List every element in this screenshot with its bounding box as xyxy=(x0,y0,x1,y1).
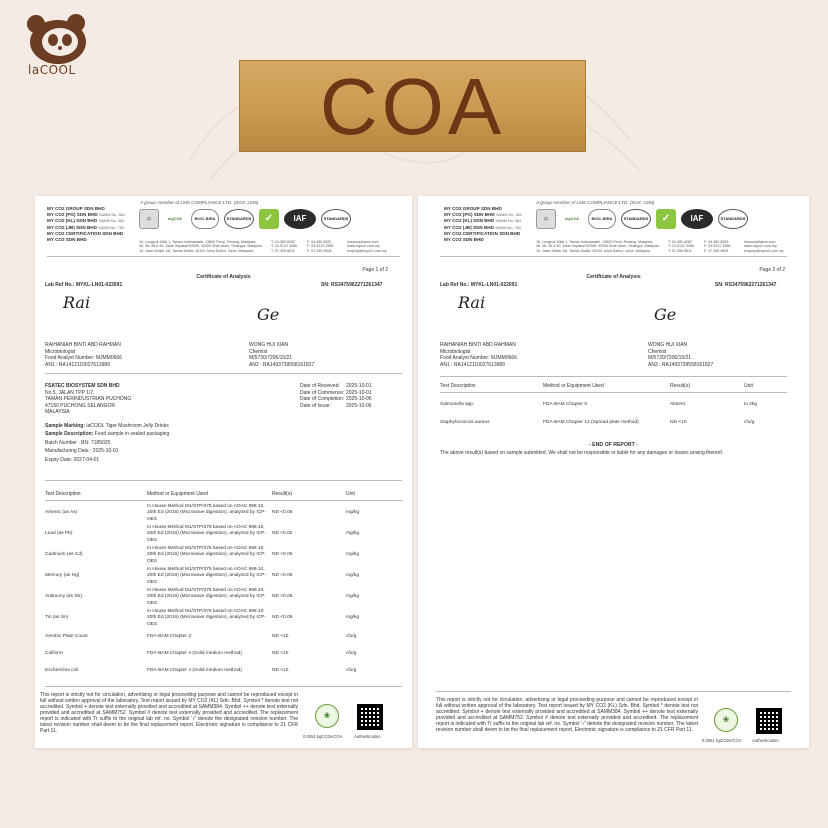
signature-2: Ge xyxy=(654,305,677,324)
company-line: MY CO2 CERTIFICATION SDN BHD xyxy=(47,231,124,237)
accreditation-logos xyxy=(139,209,351,229)
iaf-logo-icon: IAF xyxy=(681,209,713,229)
faxes: F: 04-380 8283 F: 03-5122 3388 F: 07-355 9808 xyxy=(307,240,334,253)
table-row xyxy=(45,608,397,629)
client-block: FSATEC BIOSYSTEM SDN BHD No.5, JALAN TPP 1/7, TAMAN PERINDUSTRIAN PUCHONG 47150 PUCHONG SELANGOR MALAYSIA xyxy=(45,383,132,416)
check-logo-icon: ✓ xyxy=(656,209,676,229)
table-row xyxy=(45,503,397,524)
table-row xyxy=(45,646,397,663)
phones: T: 04-380 8282 T: 03-5122 3366 T: 07-355 8611 xyxy=(668,240,694,253)
cell-test: Mercury (as Hg) xyxy=(45,573,80,579)
table-row xyxy=(440,414,790,432)
serial-number: SN: RS3475962271261347 xyxy=(715,282,777,288)
check-logo-icon: ✓ xyxy=(259,209,279,229)
qr-code-icon xyxy=(756,708,782,734)
coa-banner xyxy=(239,60,586,152)
cell-method: FDA-BAM Chapter 5 xyxy=(543,401,587,407)
cell-unit: cfu/g xyxy=(346,668,357,674)
certificate-title: Certificate of Analysis xyxy=(586,274,641,280)
dates-block xyxy=(300,383,372,409)
cell-test: Antimony (as Sb) xyxy=(45,594,82,600)
authentication-label: Authentication xyxy=(354,734,381,739)
cell-method: In House Method M1/STP/375 based on AOAC 999.10, 20th Ed (2016) (Microwave digestion), analyzed by ICP-OES xyxy=(147,524,266,543)
cell-method: In House Method M1/STP/375 based on AOAC 999.10, 20th Ed (2016) (Microwave digestion), analyzed by ICP-OES xyxy=(147,566,266,585)
page-number: Page 2 of 2 xyxy=(759,267,785,273)
company-line: MY CO2 (PG) SDN BHD SAMM No. 384 xyxy=(444,211,522,217)
company-line: MY CO2 (JB) SDN BHD SAMM No. 752 xyxy=(47,224,124,230)
cell-result: ND <0.05 xyxy=(272,615,293,621)
cell-unit: mg/kg xyxy=(346,552,360,558)
company-line: MY CO2 (KL) SDN BHD SAMM No. 384 xyxy=(47,218,125,224)
cell-unit: mg/kg xyxy=(346,594,360,600)
authentication-label: Authentication xyxy=(752,738,779,743)
cell-unit: cfu/g xyxy=(744,419,755,425)
cell-unit: cfu/g xyxy=(346,634,357,640)
end-of-report: - END OF REPORT - xyxy=(589,442,638,448)
cell-method: In House Method M1/STP/375 based on AOAC 999.10, 20th Ed (2016) (Microwave digestion), analyzed by ICP-OES xyxy=(147,587,266,606)
cell-method: In House Method M1/STP/375 based on AOAC 999.10, 20th Ed (2016) (Microwave digestion), analyzed by ICP-OES xyxy=(147,545,266,564)
iaf-logo-icon: IAF xyxy=(284,209,316,229)
hex-logo-icon: ⬡ xyxy=(139,209,159,229)
signature-2: Ge xyxy=(257,305,280,324)
standards-logo-2-icon: STANDARDS xyxy=(321,209,351,229)
page-number: Page 1 of 2 xyxy=(362,267,388,273)
cell-method: FDA-BAM Chapter 4 (Solid medium method) xyxy=(147,651,242,657)
results-table xyxy=(440,396,790,432)
footer-disclaimer: This report is strictly not for circulation, advertising or legal proceeding purpose and cannot be reproduced except in full without written approval of the laboratory. Test report issued by MY CO2 (KL) Sdn. Bhd. Symbol * denote test not accredited. Symbol + denote test externally provided and accredited at SAMM384. Symbol ++ denote test externally provided and accredited at SAMM752. Symbol # denote test externally provided and accredited. The replacement report is indicated with Tr suffix to the original lab ref. no. Symbol '√' denote the designated revision number. The latest revision number shall deem to be the final replacement report. Electronic signature is compliance to 21 CFR Part 11. xyxy=(40,692,298,734)
table-row xyxy=(45,545,397,566)
phones: T: 04-380 8282 T: 03-5122 3366 T: 07-355 8611 xyxy=(271,240,297,253)
cell-result: ND <10 xyxy=(272,651,289,657)
group-line: A group member of LMS COMPLIANCE LTD. (SGX: LMS) xyxy=(536,200,655,205)
date-row: Date of Commence: 2025-10-01 xyxy=(300,389,372,396)
standards-logo-icon: STANDARDS xyxy=(224,209,254,229)
serial-number: SN: RS3475962271261347 xyxy=(321,282,383,288)
col-header-test: Test Description xyxy=(440,383,476,389)
table-row xyxy=(45,629,397,646)
coa-page-1 xyxy=(35,196,412,748)
date-row: Date of Received: 2025-10-01 xyxy=(300,383,372,389)
cell-result: ND <0.05 xyxy=(272,594,293,600)
signature-1: Rai xyxy=(458,293,486,312)
cell-test: Staphylococcus aureus xyxy=(440,419,490,425)
table-row xyxy=(440,396,790,414)
company-line: MY CO2 SDN BHD xyxy=(444,236,484,242)
company-list xyxy=(47,206,125,243)
eco-seal-icon: ❀ xyxy=(315,704,339,728)
addresses: 16, Lengkok Kikik 1, Taman Inderawasih, 13600 Perai, Penang, Malaysia. 46, 46, 48 & 50, Jalan Sepakat B25/B, 40300 Shah Alam, Selangor, Malaysia. 15, Jalan Molek 1/8, Taman Molek, 81100 Johor Bahru, Johor, Malaysia. xyxy=(536,240,660,253)
signer-1-block: RAIHANIAH BINTI ABD RAHMAN Microbiologist Food Analyst Number: MJMM0666 AN1 : RA1412110027613989 xyxy=(440,342,517,368)
emails: lmscompliance.com www.myco2.com.my enquiry@myco2.com.my xyxy=(347,240,387,253)
col-header-method: Method or Equipment Used xyxy=(147,491,208,497)
cell-test: Escherichia coli xyxy=(45,668,79,674)
biobira-logo-icon: BIOC-BIRA xyxy=(191,209,219,229)
company-line: MY CO2 (KL) SDN BHD SAMM No. 384 xyxy=(444,218,522,224)
table-row xyxy=(45,663,397,680)
cell-result: ND <10 xyxy=(272,668,289,674)
signature-1: Rai xyxy=(63,293,91,312)
cell-method: FDA-BAM Chapter 12 (Spread plate method) xyxy=(543,419,639,425)
company-line: MY CO2 CERTIFICATION SDN BHD xyxy=(444,231,521,237)
end-note: The above result(s) based on sample submitted. We shall not be responsible or liable for any damages or losses arising thereof. xyxy=(440,450,724,456)
cell-test: Aerobic Plate Count xyxy=(45,634,88,640)
cell-result: Absent xyxy=(670,401,685,407)
cell-test: Tin (as Sn) xyxy=(45,615,69,621)
col-header-method: Method or Equipment Used xyxy=(543,383,604,389)
cell-result: ND <0.05 xyxy=(272,573,293,579)
lab-ref: Lab Ref No.: MYKL-LN01-022691 xyxy=(440,282,518,288)
cell-unit: mg/kg xyxy=(346,531,360,537)
date-row: Date of Completion: 2025-10-06 xyxy=(300,396,372,403)
faxes: F: 04-380 8283 F: 03-5122 3388 F: 07-355 9808 xyxy=(704,240,731,253)
sample-block: Sample Marking: laCOOL Tiger Mushroom Jelly Drinks Sample Description: Food sample in sealed packaging Batch Number : BN: 7185025 Manufacturing Date : 2025-10-01 Expiry Date: 2027-04-01 xyxy=(45,423,170,463)
cell-result: ND <10 xyxy=(272,634,289,640)
col-header-test: Test Description xyxy=(45,491,81,497)
table-row xyxy=(45,587,397,608)
cell-test: Salmonella spp. xyxy=(440,401,475,407)
cell-method: FDA-BAM Chapter 4 (Solid medium method) xyxy=(147,668,242,674)
col-header-result: Result(s) xyxy=(670,383,691,389)
table-row xyxy=(45,524,397,545)
lab-ref: Lab Ref No.: MYKL-LN01-022691 xyxy=(45,282,123,288)
biobira-logo-icon: BIOC-BIRA xyxy=(588,209,616,229)
cell-unit: cfu/g xyxy=(346,651,357,657)
eco-seal-icon: ❀ xyxy=(714,708,738,732)
company-line: MY CO2 GROUP SDN BHD xyxy=(444,206,502,211)
signer-1-block: RAIHANIAH BINTI ABD RAHMAN Microbiologist Food Analyst Number: MJMM0666 AN1 : RA1412110027613989 xyxy=(45,342,122,368)
company-line: MY CO2 SDN BHD xyxy=(47,236,87,242)
certificate-title: Certificate of Analysis xyxy=(196,274,251,280)
addresses: 16, Lengkok Kikik 1, Taman Inderawasih, 13600 Perai, Penang, Malaysia. 46, 46, 48 & 50, Jalan Sepakat B25/B, 40300 Shah Alam, Selangor, Malaysia. 15, Jalan Molek 1/8, Taman Molek, 81100 Johor Bahru, Johor, Malaysia. xyxy=(139,240,263,253)
company-line: MY CO2 (JB) SDN BHD SAMM No. 752 xyxy=(444,224,521,230)
cell-method: In House Method M1/STP/375 based on AOAC 999.10, 20th Ed (2016) (Microwave digestion), analyzed by ICP-OES xyxy=(147,503,266,522)
coa-page-2 xyxy=(418,196,809,748)
company-list xyxy=(444,206,522,243)
cell-test: Cadmium (as Cd) xyxy=(45,552,83,558)
cell-unit: in 25g xyxy=(744,401,758,407)
table-row xyxy=(45,566,397,587)
cell-unit: mg/kg xyxy=(346,573,360,579)
standards-logo-2-icon: STANDARDS xyxy=(718,209,748,229)
cell-result: ND <0.02 xyxy=(272,531,293,537)
cell-unit: mg/kg xyxy=(346,510,360,516)
cell-method: FDA-BAM Chapter 3 xyxy=(147,634,191,640)
signer-2-block: WONG HUI XIAN Chemist M/5730/7206/15/21 AN2 : RA1493739558161827 xyxy=(249,342,315,368)
emails: lmscompliance.com www.myco2.com.my enquiry@myco2.com.my xyxy=(744,240,784,253)
standards-logo-icon: STANDARDS xyxy=(621,209,651,229)
col-header-result: Result(s) xyxy=(272,491,293,497)
date-row: Date of Issue: 2025-10-06 xyxy=(300,402,372,409)
brand-name: laCOOL xyxy=(28,63,76,77)
cell-result: ND <0.05 xyxy=(272,510,293,516)
co2-label: 0.0051 kgCO2e/COA xyxy=(303,734,343,739)
cell-method: In House Method M1/STP/375 based on AOAC 999.10, 20th Ed (2016) (Microwave digestion), analyzed by ICP-OES xyxy=(147,608,266,627)
myco2-logo-icon: myCO2 xyxy=(167,215,182,221)
cell-result: ND <0.05 xyxy=(272,552,293,558)
hex-logo-icon: ⬡ xyxy=(536,209,556,229)
col-header-unit: Unit xyxy=(346,491,355,497)
cell-test: Arsenic (as As) xyxy=(45,510,78,516)
accreditation-logos xyxy=(536,209,748,229)
qr-code-icon xyxy=(357,704,383,730)
results-table xyxy=(45,503,397,680)
group-line: A group member of LMS COMPLIANCE LTD. (SGX: LMS) xyxy=(140,200,259,205)
company-line: MY CO2 GROUP SDN BHD xyxy=(47,206,105,211)
cell-test: Lead (as Pb) xyxy=(45,531,73,537)
company-line: MY CO2 (PG) SDN BHD SAMM No. 384 xyxy=(47,211,125,217)
co2-label: 0.0051 kgCO2e/COA xyxy=(702,738,742,743)
cell-result: ND <10 xyxy=(670,419,687,425)
cell-unit: mg/kg xyxy=(346,615,360,621)
footer-disclaimer: This report is strictly not for circulation, advertising or legal proceeding purpose and cannot be reproduced except in full without written approval of the laboratory. Test report issued by MY CO2 (KL) Sdn. Bhd. Symbol * denote test not accredited. Symbol + denote test externally provided and accredited at SAMM384. Symbol ++ denote test externally provided and accredited at SAMM752. Symbol # denote test externally provided and accredited. The replacement report is indicated with Tr suffix to the original lab ref. no. Symbol '√' denote the designated revision number. The latest revision number shall deem to be the final replacement report. Electronic signature is compliance to 21 CFR Part 11. xyxy=(436,697,698,733)
banner-title: COA xyxy=(319,62,506,151)
cell-test: Coliform xyxy=(45,651,63,657)
signer-2-block: WONG HUI XIAN Chemist M/5730/7206/15/21 AN2 : RA1493739558161827 xyxy=(648,342,714,368)
col-header-unit: Unit xyxy=(744,383,753,389)
myco2-logo-icon: myCO2 xyxy=(564,215,579,221)
